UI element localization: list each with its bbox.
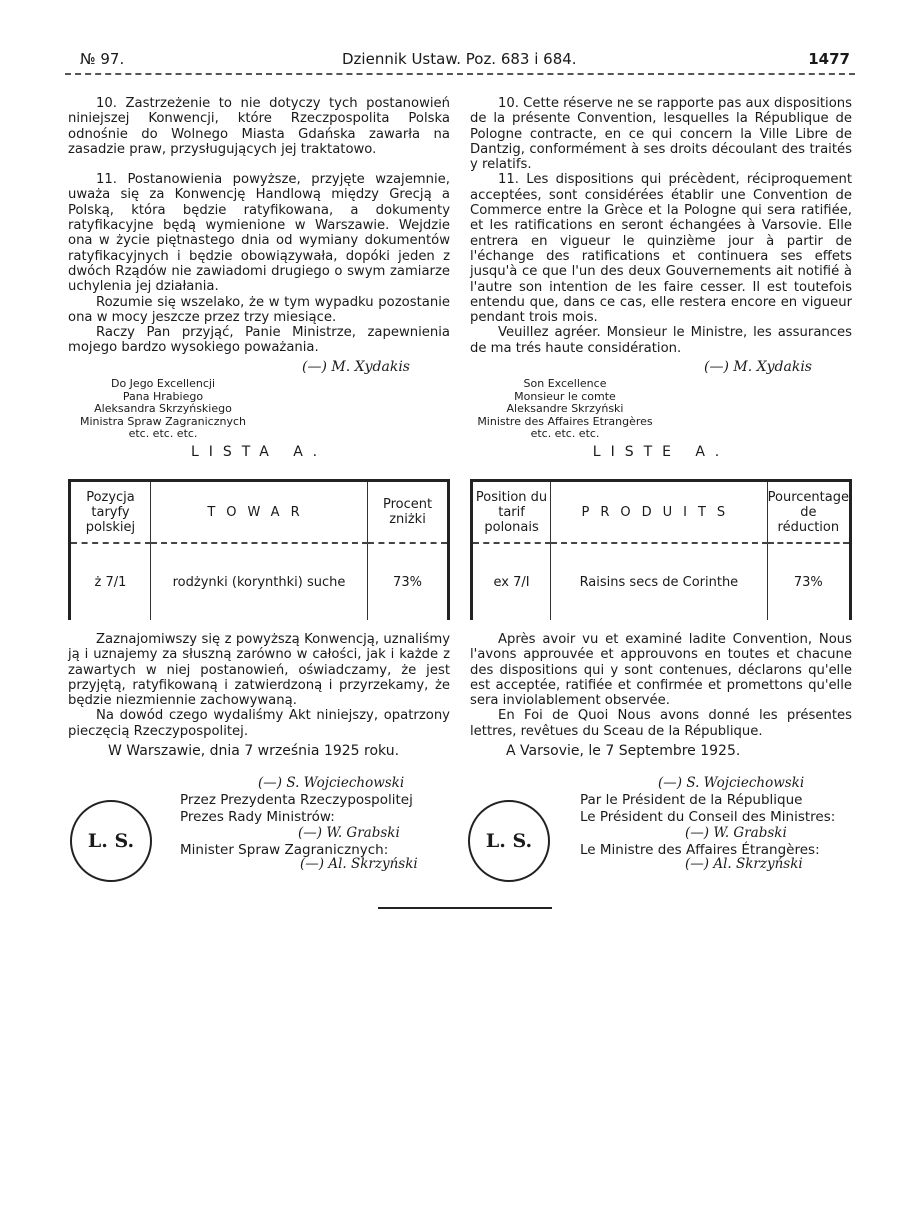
pm-signature: (—) W. Grabski <box>298 825 400 841</box>
place-date: A Varsovie, le 7 Septembre 1925. <box>506 743 741 760</box>
paragraph-closing: Veuillez agréer. Monsieur le Ministre, les assurances de ma trés haute considération. <box>470 325 852 356</box>
column-header-position: Pozycja taryfy polskiej <box>70 481 151 544</box>
fm-signature: (—) Al. Skrzyński <box>300 856 418 872</box>
addressee-block <box>68 378 258 441</box>
addressee-line: Aleksandre Skrzyński <box>506 402 624 416</box>
page-header <box>80 50 850 74</box>
column-header-percent: Pourcentage de réduction <box>767 481 850 544</box>
paragraph-11: 11. Les dispositions qui précèdent, réciproquement acceptées, sont considérées établir une Convention de Commerce entre la Grèce et la Pologne qui sera ratifiée, et les ratifications en seront échangées à Varsovie. Elle entrera en vigueur le quinzième jour à partir de l'échange des ratifications et continuera ses effets jusqu'à ce que l'un des deux Gouvernements ait notifié à l'autre son intention de les faire cesser. Il est toutefois entendu que, dans ce cas, elle restera encore en vigueur pendant trois mois. <box>470 172 852 326</box>
seal-text: L. S. <box>87 830 135 852</box>
addressee-line: Son Excellence <box>523 377 607 391</box>
paragraph-10: 10. Zastrzeżenie to nie dotyczy tych postanowień niniejszej Konwencji, które Rzeczpospolita Polska odnośnie do Wolnego Miasta Gdańska zawarła na zasadzie praw, przysługujących jej traktatowo. <box>68 96 450 157</box>
column-header-goods: TOWAR <box>150 481 367 544</box>
cell-products: Raisins secs de Corinthe <box>551 543 768 620</box>
right-signature-block <box>580 775 870 871</box>
pm-title: Prezes Rady Ministrów: <box>180 809 335 825</box>
table-row <box>70 543 449 620</box>
addressee-block <box>470 378 660 441</box>
ratification-paragraph: Après avoir vu et examiné ladite Convention, Nous l'avons approuvée et approuvons en toutes et chacune des dispositions qui y sont contenues, déclarons qu'elle est acceptée, ratifiée et confirmée et promettons qu'elle sera inviolablement observée. <box>470 632 852 709</box>
ratification-paragraph: Na dowód czego wydaliśmy Akt niniejszy, opatrzony pieczęcią Rzeczypospolitej. <box>68 708 450 739</box>
left-ratification <box>68 632 450 759</box>
paragraph-11: 11. Postanowienia powyższe, przyjęte wzajemnie, uważa się za Konwencję Handlową między Grecją a Polską, która będzie ratyfikowana, a dokumenty ratyfikacyjne będą wymienione w Warszawie. Wejdzie ona w życie piętnastego dnia od wymiany dokumentów ratyfikacyjnych i będzie obowiązywała, dopóki jeden z dwóch Rządów nie zawiadomi drugiego o swym zamiarze uchylenia jej działania. <box>68 172 450 295</box>
president-signature: (—) S. Wojciechowski <box>258 775 405 791</box>
table-header-row <box>70 481 449 544</box>
ratification-paragraph: En Foi de Quoi Nous avons donné les présentes lettres, revêtues du Sceau de la République. <box>470 708 852 739</box>
cell-percent: 73% <box>767 543 850 620</box>
cell-percent: 73% <box>368 543 449 620</box>
addressee-line: Pana Hrabiego <box>122 389 204 403</box>
end-divider <box>378 907 552 909</box>
tariff-table-polish <box>68 479 450 620</box>
paragraph-10: 10. Cette réserve ne se rapporte pas aux dispositions de la présente Convention, lesquelles la République de Pologne contracte, en ce qui concern la Ville Libre de Dantzig, conformément à ses droits découlant des traités y relatifs. <box>470 96 852 173</box>
by-president-line: Przez Prezydenta Rzeczypospolitej <box>180 792 413 808</box>
fm-title: Le Ministre des Affaires Étrangères: <box>580 842 820 858</box>
paragraph-closing: Raczy Pan przyjąć, Panie Ministrze, zapewnienia mojego bardzo wysokiego poważania. <box>68 325 450 356</box>
president-signature: (—) S. Wojciechowski <box>658 775 805 791</box>
header-divider <box>65 73 855 75</box>
list-title: LISTA A. <box>190 443 328 460</box>
table-row <box>472 543 851 620</box>
by-president-line: Par le Président de la République <box>580 792 803 808</box>
pm-title: Le Président du Conseil des Ministres: <box>580 809 836 825</box>
list-title: LISTE A. <box>592 443 730 460</box>
column-header-products: PRODUITS <box>551 481 768 544</box>
column-header-position: Position du tarif polonais <box>472 481 551 544</box>
addressee-line: Monsieur le comte <box>514 389 616 403</box>
pm-signature: (—) W. Grabski <box>685 825 787 841</box>
addressee-line: etc. etc. etc. <box>128 427 198 441</box>
cell-position: ż 7/1 <box>70 543 151 620</box>
signature-xydakis: (—) M. Xydakis <box>302 358 410 375</box>
seal-text: L. S. <box>485 830 533 852</box>
fm-signature: (—) Al. Skrzyński <box>685 856 803 872</box>
addressee-line: etc. etc. etc. <box>530 427 600 441</box>
place-date: W Warszawie, dnia 7 września 1925 roku. <box>108 743 400 760</box>
page-number: 1477 <box>808 50 850 68</box>
journal-title: Dziennik Ustaw. Poz. 683 i 684. <box>342 50 577 68</box>
issue-number: № 97. <box>80 50 125 68</box>
ratification-paragraph: Zaznajomiwszy się z powyższą Konwencją, uznaliśmy ją i uznajemy za słuszną zarówno w całości, jak i każde z zawartych w niej postanowień, oświadczamy, że jest przyjętą, ratyfikowaną i zatwierdzoną i przyrzekamy, że będzie niezmiennie zachowywaną. <box>68 632 450 709</box>
left-signature-block <box>180 775 450 871</box>
right-column-french <box>470 96 852 466</box>
right-ratification <box>470 632 852 759</box>
addressee-line: Aleksandra Skrzyńskiego <box>94 402 232 416</box>
cell-goods: rodżynki (korynthki) suche <box>150 543 367 620</box>
seal-stamp <box>468 800 550 882</box>
left-column-polish <box>68 96 450 466</box>
column-header-percent: Procent zniżki <box>368 481 449 544</box>
seal-stamp <box>70 800 152 882</box>
tariff-table-french <box>470 479 852 620</box>
addressee-line: Ministra Spraw Zagranicznych <box>80 414 246 428</box>
table-header-row <box>472 481 851 544</box>
paragraph-understanding: Rozumie się wszelako, że w tym wypadku pozostanie ona w mocy jeszcze przez trzy miesiące. <box>68 294 450 325</box>
fm-title: Minister Spraw Zagranicznych: <box>180 842 389 858</box>
addressee-line: Ministre des Affaires Etrangères <box>477 414 653 428</box>
signature-xydakis: (—) M. Xydakis <box>704 359 812 376</box>
addressee-line: Do Jego Excellencji <box>110 377 215 391</box>
cell-position: ex 7/I <box>472 543 551 620</box>
